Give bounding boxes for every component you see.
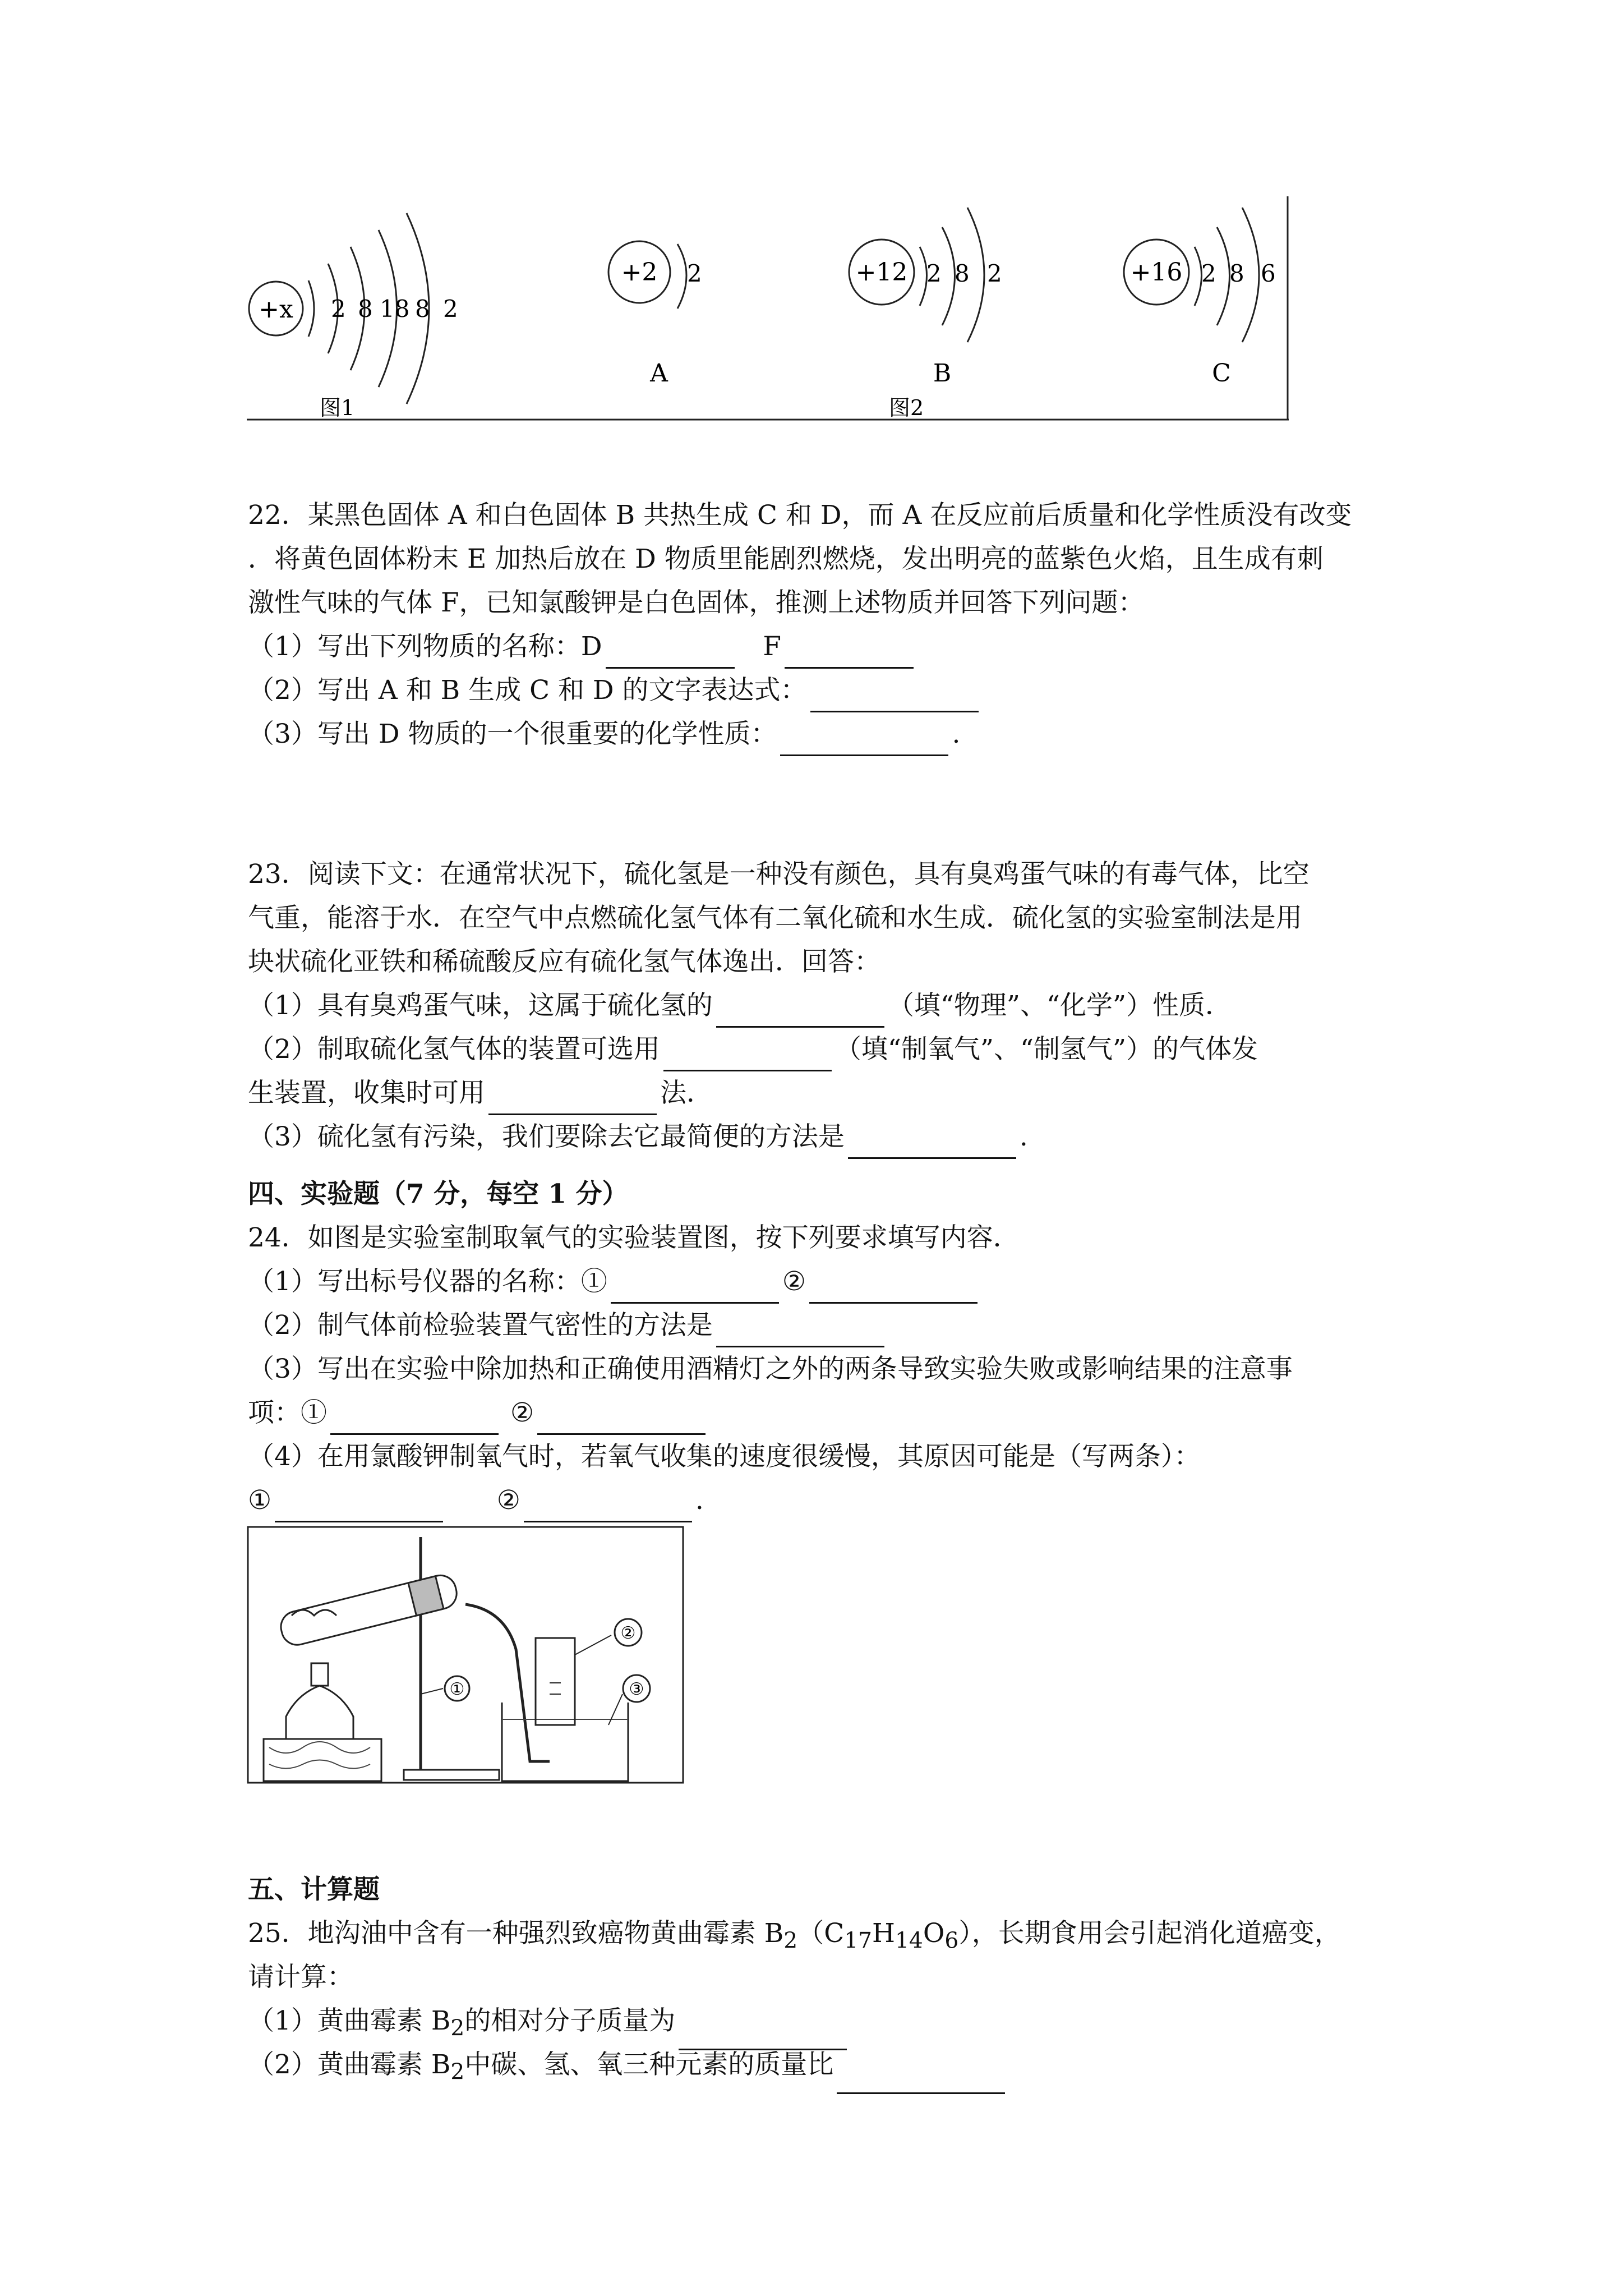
q23-sub-2-prefix: （2）制取硫化氢气体的装置可选用 [248,1034,660,1065]
q25-sub-1-prefix: （1）黄曲霉素 B [248,2005,451,2036]
q22-sub-1-mid: F [763,631,782,662]
answer-blank-reason-1[interactable] [275,1492,443,1522]
atom-a-label: A [650,359,668,388]
atom-x-shell-5: 2 [443,295,458,323]
q22-line-1: 22．某黑色固体 A 和白色固体 B 共热生成 C 和 D，而 A 在反应前后质量和化学性质没有改变 [248,500,1352,531]
figure-2-caption: 图2 [889,395,924,420]
q25-sub-2 [248,2043,1392,2087]
answer-blank-airtightness[interactable] [716,1317,884,1347]
atom-b-shell-3: 2 [987,260,1002,287]
atom-b-nucleus: +12 [855,258,908,287]
q25-sub-h: 14 [895,1928,923,1954]
q24-sub-4-cont [248,1479,1392,1522]
atom-a-diagram [608,241,702,388]
q22-sub-2-text: （2）写出 A 和 B 生成 C 和 D 的文字表达式： [248,675,807,706]
q25-sub-2-prefix: （2）黄曲霉素 B [248,2049,451,2080]
q25-sub-b: 2 [783,1928,798,1954]
q25-h: H [872,1918,896,1949]
q22-sub-2 [248,669,1392,712]
q25-sub-2-suffix: 中碳、氢、氧三种元素的质量比 [464,2049,834,2080]
q23-line-1: 23．阅读下文：在通常状况下，硫化氢是一种没有颜色，具有臭鸡蛋气味的有毒气体，比空 [248,859,1310,890]
q24-sub-2 [248,1304,1392,1347]
q25-sub-1 [248,1999,1392,2043]
q25-formula-open: （C [797,1918,845,1949]
q24-sub-3: （3）写出在实验中除加热和正确使用酒精灯之外的两条导致实验失败或影响结果的注意事 [248,1354,1293,1384]
q23-sub-1 [248,984,1392,1028]
question-22 [248,494,1392,756]
answer-blank-collection[interactable] [488,1084,657,1115]
section-4 [248,1172,1392,1522]
q25-sub-1-suffix: 的相对分子质量为 [464,2005,676,2036]
q24-sub-3-line2-prefix: 项：① [248,1397,327,1428]
q23-sub-1-prefix: （1）具有臭鸡蛋气味，这属于硫化氢的 [248,990,713,1021]
answer-blank-equation[interactable] [810,682,979,712]
answer-blank-removal[interactable] [848,1128,1016,1159]
atom-c-shell-2: 8 [1229,260,1244,287]
q23-sub-1-suffix: （填“物理”、“化学”）性质． [887,990,1232,1021]
atom-x-nucleus: +x [259,295,293,324]
q25-sub-o: 6 [944,1928,959,1954]
q25-sub-2-sub: 2 [450,2059,465,2085]
q22-sub-1 [248,625,1392,669]
atom-c-shell-3: 6 [1261,260,1276,287]
atom-x-shell-1: 2 [331,295,346,323]
atom-b-label: B [933,359,952,388]
q22-sub-3-end: . [952,719,961,749]
atom-c-nucleus: +16 [1130,258,1183,287]
q23-sub-2-cont [248,1071,1392,1115]
q25-line-1-prefix: 25．地沟油中含有一种强烈致癌物黄曲霉素 B [248,1918,784,1949]
q25-sub-1-sub: 2 [450,2016,465,2041]
atom-c-shell-1: 2 [1201,260,1216,287]
q22-line-3: 激性气味的气体 F，已知氯酸钾是白色固体，推测上述物质并回答下列问题： [248,587,1145,618]
q23-line-2: 气重，能溶于水．在空气中点燃硫化氢气体有二氧化硫和水生成．硫化氢的实验室制法是用 [248,903,1302,933]
q25-line-1 [248,1912,1392,1955]
q23-sub-2-line2-prefix: 生装置，收集时可用 [248,1078,485,1108]
q23-sub-2-suffix: （填“制氧气”、“制氢气”）的气体发 [834,1034,1258,1065]
q24-sub-4-line2-mid: ② [496,1485,520,1516]
q22-line-2: ．将黄色固体粉末 E 加热后放在 D 物质里能剧烈燃烧，发出明亮的蓝紫色火焰，且生成有刺 [248,544,1324,574]
answer-blank-instrument-2[interactable] [809,1273,978,1304]
answer-blank-precaution-2[interactable] [537,1404,706,1435]
question-23 [248,853,1392,1159]
q22-sub-3-text: （3）写出 D 物质的一个很重要的化学性质： [248,719,777,749]
answer-blank-precaution-1[interactable] [330,1404,499,1435]
iron-stand-base [404,1770,499,1780]
q25-line-1-suffix: ），长期食用会引起消化道癌变， [958,1918,1341,1949]
answer-blank-f[interactable] [785,638,914,669]
q24-sub-4-line2-prefix: ① [248,1485,272,1516]
atom-c-label: C [1212,359,1231,388]
answer-blank-d[interactable] [606,638,735,669]
q24-sub-3-cont [248,1391,1392,1435]
atom-x-shell-2: 8 [358,295,373,323]
water-trough [502,1703,628,1781]
delivery-tube [465,1604,550,1761]
atomic-structure-figure [247,196,1290,421]
q23-sub-3 [248,1115,1392,1159]
q22-sub-3 [248,712,1392,756]
q22-sub-1-prefix: （1）写出下列物质的名称：D [248,631,602,662]
q24-sub-4: （4）在用氯酸钾制氧气时，若氧气收集的速度很缓慢，其原因可能是（写两条）： [248,1441,1201,1472]
q23-sub-2-line2-suffix: 法． [660,1078,713,1108]
answer-blank-instrument-1[interactable] [611,1273,779,1304]
q24-sub-3-line2-mid: ② [510,1397,534,1428]
atom-a-shell-1: 2 [687,260,702,287]
q24-line-1: 24．如图是实验室制取氧气的实验装置图，按下列要求填写内容． [248,1222,1020,1253]
atom-b-shell-1: 2 [926,260,942,287]
section-5-title: 五、计算题 [248,1874,380,1905]
q23-sub-3-end: . [1019,1121,1028,1152]
answer-blank-property-type[interactable] [716,997,884,1028]
q24-sub-2-prefix: （2）制气体前检验装置气密性的方法是 [248,1310,713,1341]
q24-sub-4-end: . [695,1485,704,1516]
gas-collection-bottle [536,1638,575,1725]
q25-sub-c: 17 [844,1928,873,1954]
label-2: ② [620,1623,636,1643]
q24-sub-1-mid: ② [782,1266,806,1297]
alcohol-lamp [286,1686,353,1739]
q23-sub-2 [248,1028,1392,1071]
lab-apparatus-figure [247,1526,684,1784]
atom-x-shell-3: 18 [380,295,410,323]
label-3: ③ [629,1680,644,1699]
atom-a-nucleus: +2 [621,258,658,287]
answer-blank-reason-2[interactable] [524,1492,692,1522]
q23-sub-3-prefix: （3）硫化氢有污染，我们要除去它最简便的方法是 [248,1121,845,1152]
label-1: ① [449,1680,465,1699]
q24-sub-1-prefix: （1）写出标号仪器的名称：① [248,1266,607,1297]
answer-blank-mass-ratio[interactable] [837,2063,1005,2094]
section-4-title: 四、实验题（7 分，每空 1 分） [248,1179,629,1209]
figure-1-caption: 图1 [320,395,355,420]
answer-blank-property[interactable] [780,725,948,756]
q24-sub-1 [248,1260,1392,1304]
atom-x-diagram [249,213,458,420]
q25-line-2: 请计算： [248,1962,353,1993]
atom-c-diagram [1124,208,1276,388]
answer-blank-apparatus[interactable] [663,1041,832,1071]
q25-o: O [923,1918,945,1949]
section-5 [248,1868,1392,2087]
atom-b-shell-2: 8 [955,260,970,287]
atom-b-diagram [849,208,1002,420]
atom-x-shell-4: 8 [415,295,430,323]
q23-line-3: 块状硫化亚铁和稀硫酸反应有硫化氢气体逸出．回答： [248,946,880,977]
